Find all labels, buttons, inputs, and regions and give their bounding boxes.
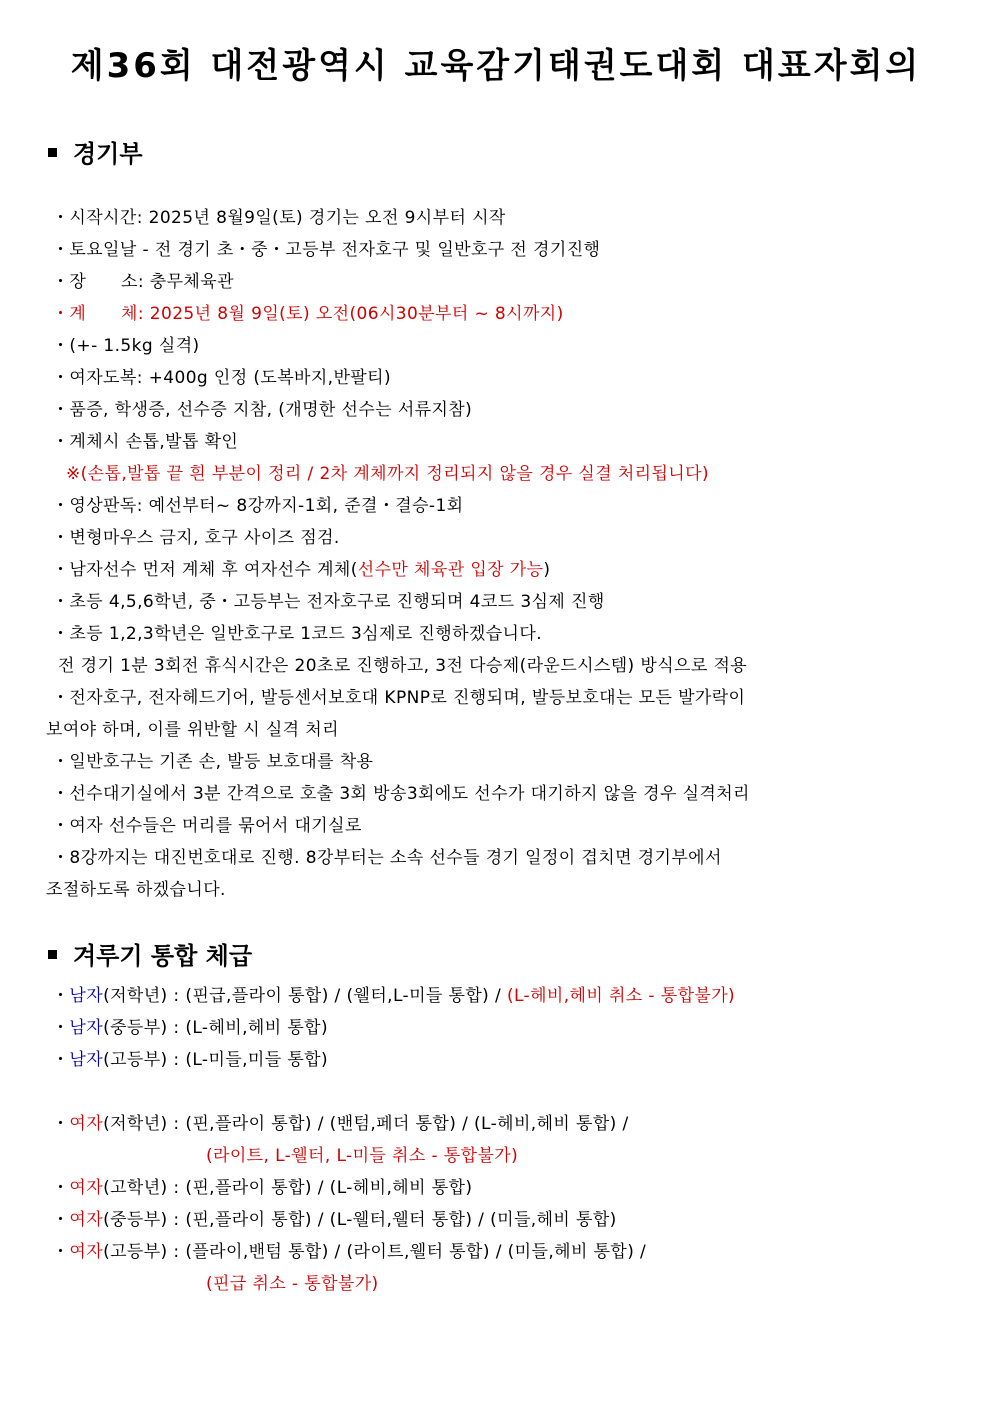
info-line: ・초등 4,5,6학년, 중・고등부는 전자호구로 진행되며 4코드 3심제 진행 xyxy=(52,592,605,612)
info-line: ・8강까지는 대진번호대로 진행. 8강부터는 소속 선수들 경기 일정이 겹치면 경기부에서 xyxy=(52,848,722,868)
info-line: 전 경기 1분 3회전 휴식시간은 20초로 진행하고, 3전 다승제(라운드시스템) 방식으로 적용 xyxy=(58,656,748,676)
nail-notice-line: ※(손톱,발톱 끝 흰 부분이 정리 / 2차 계체까지 정리되지 않을 경우 실결 처리됩니다) xyxy=(66,464,709,484)
square-bullet-icon xyxy=(48,148,57,157)
info-line: ・초등 1,2,3학년은 일반호구로 1코드 3심제로 진행하겠습니다. xyxy=(52,624,542,644)
female-class-line: ・여자(중등부) : (핀,플라이 통합) / (L-웰터,웰터 통합) / (미들,헤비 통합) xyxy=(52,1210,617,1230)
document-title: 제36회 대전광역시 교육감기태권도대회 대표자회의 xyxy=(70,46,922,86)
athletes-only-note: 선수만 체육관 입장 가능 xyxy=(357,560,544,580)
male-class-line: ・남자(저학년) : (핀급,플라이 통합) / (웰터,L-미들 통합) / (L-헤비,헤비 취소 - 통합불가) xyxy=(52,986,736,1006)
female-class-line: ・여자(고등부) : (플라이,밴텀 통합) / (라이트,웰터 통합) / (미들,헤비 통합) / xyxy=(52,1242,647,1262)
cancel-note-line: (라이트, L-웰터, L-미들 취소 - 통합불가) xyxy=(206,1146,519,1166)
info-line: ・변형마우스 금지, 호구 사이즈 점검. xyxy=(52,528,340,548)
female-class-line: ・여자(저학년) : (핀,플라이 통합) / (밴텀,페더 통합) / (L-헤비,헤비 통합) / xyxy=(52,1114,629,1134)
male-class-line: ・남자(고등부) : (L-미들,미들 통합) xyxy=(52,1050,329,1070)
section-heading-weight-classes: 겨루기 통합 체급 xyxy=(48,936,252,971)
info-line: ・남자선수 먼저 계체 후 여자선수 계체(선수만 체육관 입장 가능) xyxy=(52,560,551,580)
info-line: ・계체시 손톱,발톱 확인 xyxy=(52,432,239,452)
info-line: ・여자 선수들은 머리를 묶어서 대기실로 xyxy=(52,816,362,836)
info-line: ・선수대기실에서 3분 간격으로 호출 3회 방송3회에도 선수가 대기하지 않을 경우 실격처리 xyxy=(52,784,750,804)
weigh-in-line: ・계 체: 2025년 8월 9일(토) 오전(06시30분부터 ~ 8시까지) xyxy=(52,304,564,324)
info-line: ・토요일날 - 전 경기 초・중・고등부 전자호구 및 일반호구 전 경기진행 xyxy=(52,240,601,260)
info-line: ・일반호구는 기존 손, 발등 보호대를 착용 xyxy=(52,752,374,772)
female-class-line: ・여자(고학년) : (핀,플라이 통합) / (L-헤비,헤비 통합) xyxy=(52,1178,473,1198)
info-line: ・여자도복: +400g 인정 (도복바지,반팔티) xyxy=(52,368,391,388)
info-line: ・영상판독: 예선부터~ 8강까지-1회, 준결・결승-1회 xyxy=(52,496,464,516)
info-line: 조절하도록 하겠습니다. xyxy=(46,880,226,900)
info-line: ・(+- 1.5kg 실격) xyxy=(52,336,200,356)
info-line: ・품증, 학생증, 선수증 지참, (개명한 선수는 서류지참) xyxy=(52,400,473,420)
male-class-line: ・남자(중등부) : (L-헤비,헤비 통합) xyxy=(52,1018,329,1038)
info-line: ・시작시간: 2025년 8월9일(토) 경기는 오전 9시부터 시작 xyxy=(52,208,506,228)
info-line: ・장 소: 충무체육관 xyxy=(52,272,234,292)
section-heading-competition: 경기부 xyxy=(48,134,143,169)
square-bullet-icon xyxy=(48,950,57,959)
info-line: ・전자호구, 전자헤드기어, 발등센서보호대 KPNP로 진행되며, 발등보호대는 모든 발가락이 xyxy=(52,688,746,708)
cancel-note-line: (핀급 취소 - 통합불가) xyxy=(206,1274,379,1294)
info-line: 보여야 하며, 이를 위반할 시 실격 처리 xyxy=(46,720,339,740)
